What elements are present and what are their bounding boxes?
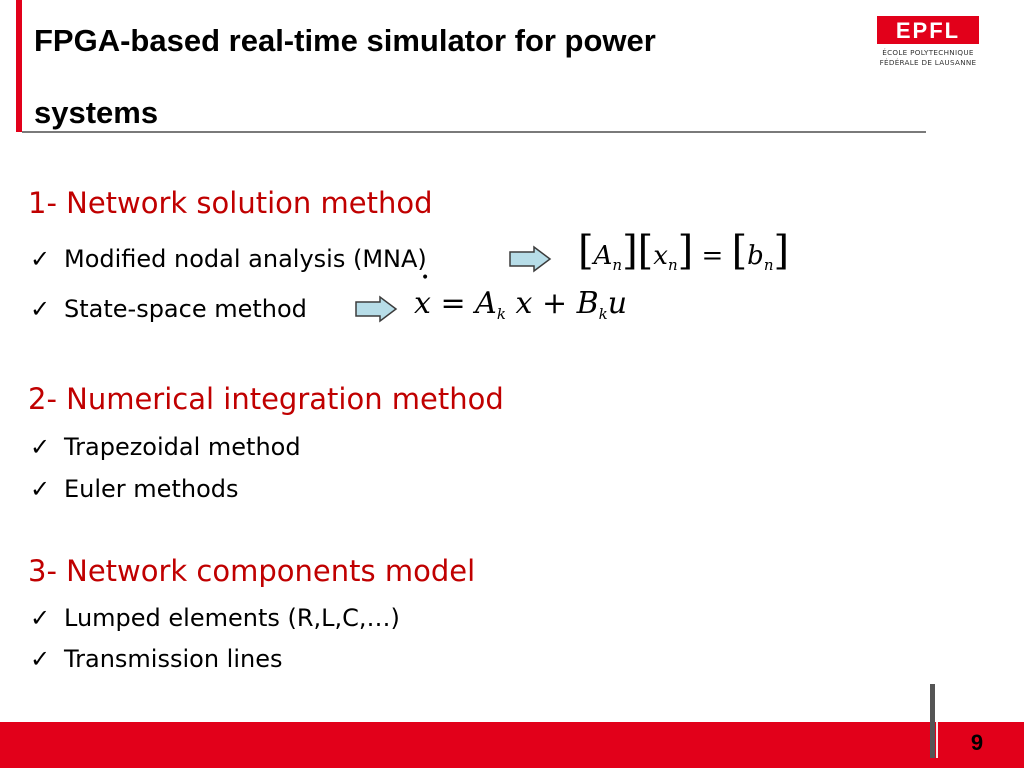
bullet-text: Lumped elements (R,L,C,…) [64,604,400,632]
title-accent-bar [16,0,22,132]
check-icon: ✓ [30,433,51,461]
title-line-2: systems [34,95,159,130]
bullet-text: Euler methods [64,475,239,503]
logo-subtitle-1: ÉCOLE POLYTECHNIQUE [882,48,974,57]
slide-title [34,18,854,136]
epfl-logo [873,14,983,70]
mna-equation: $[A_n][x_n] = [b_n]$ [578,228,790,274]
section-heading-network-solution: 1- Network solution method [28,186,433,220]
epfl-logo-mark [877,16,979,44]
check-icon: ✓ [30,245,51,273]
bullet-text: Transmission lines [64,645,283,673]
logo-text: EPFL [895,18,961,43]
title-line-1: FPGA-based real-time simulator for power [34,23,656,58]
bullet-text: State-space method [64,295,307,323]
bullet-state-space [30,292,307,326]
title-underline [22,131,926,133]
section-heading-components-model: 3- Network components model [28,554,476,588]
check-icon: ✓ [30,475,51,503]
bullet-transmission [30,642,282,676]
check-icon: ✓ [30,604,51,632]
footer-divider-highlight [936,684,938,758]
check-icon: ✓ [30,295,51,323]
bullet-trapezoidal [30,430,301,464]
state-space-equation: • $x = A_k$ $x + B_ku$ [414,286,627,323]
footer-bar [0,722,1024,768]
right-arrow-icon [508,245,552,273]
bullet-lumped [30,601,400,635]
page-number: 9 [970,730,984,755]
check-icon: ✓ [30,645,51,673]
bullet-euler [30,472,239,506]
section-heading-numerical-integration: 2- Numerical integration method [28,382,504,416]
right-arrow-icon [354,295,398,323]
footer-divider [930,684,935,758]
bullet-mna [30,242,427,276]
logo-subtitle-2: FÉDÉRALE DE LAUSANNE [879,58,977,67]
bullet-text: Modified nodal analysis (MNA) [64,245,427,273]
bullet-text: Trapezoidal method [64,433,301,461]
